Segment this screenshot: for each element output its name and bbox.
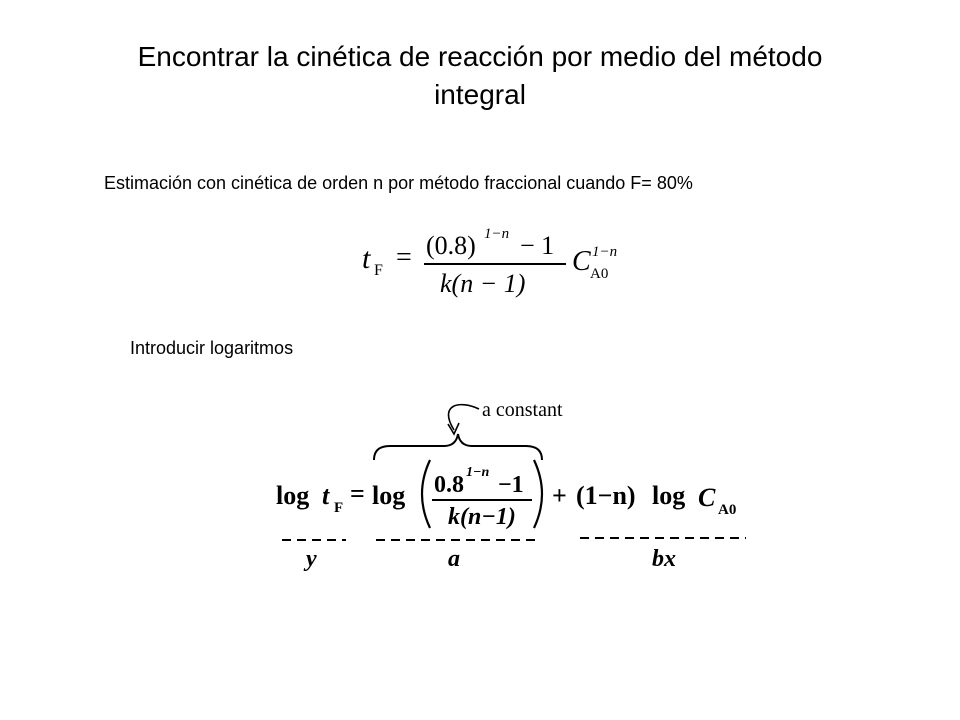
eq2-numerator-exp: 1−n	[466, 465, 490, 480]
step-label: Introducir logaritmos	[130, 338, 294, 358]
eq2-label-bx: bx	[652, 546, 676, 572]
eq2-log-2: log	[372, 481, 406, 510]
eq1-t: t	[362, 242, 371, 275]
eq1-numerator-tail: − 1	[520, 231, 555, 260]
eq2-t: t	[322, 481, 330, 510]
eq2-equals: =	[350, 479, 365, 508]
eq2-t-sub: F	[334, 500, 344, 516]
eq2-plus: +	[552, 481, 567, 510]
eq2-coef: (1−n)	[576, 481, 636, 510]
eq2-annotation-arrow	[448, 405, 479, 430]
fractional-time-equation	[360, 220, 640, 300]
eq2-denominator: k(n−1)	[448, 504, 516, 530]
eq2-log-3: log	[652, 481, 686, 510]
slide-title	[0, 38, 960, 114]
eq1-numerator-exp: 1−n	[484, 226, 510, 242]
eq2-right-paren	[534, 460, 542, 528]
eq1-equals: =	[396, 242, 412, 273]
eq2-C-sub: A0	[718, 502, 737, 518]
eq2-brace	[374, 434, 542, 460]
subtitle: Estimación con cinética de orden n por método fraccional cuando F= 80%	[104, 173, 693, 193]
eq2-annotation: a constant	[482, 399, 563, 421]
eq2-numerator: 0.8	[434, 472, 464, 498]
eq1-C-sub: A0	[590, 266, 609, 282]
eq2-label-y: y	[306, 546, 317, 572]
eq2-log-1: log	[276, 481, 310, 510]
eq1-denominator: k(n − 1)	[440, 269, 526, 298]
eq1-C: C	[572, 246, 591, 277]
eq2-label-a: a	[448, 546, 460, 572]
title-line-1: Encontrar la cinética de reacción por medio del método	[137, 41, 823, 72]
title-line-2: integral	[434, 79, 526, 110]
eq1-t-sub: F	[374, 262, 383, 279]
eq2-left-paren	[422, 460, 430, 528]
eq1-numerator: (0.8)	[426, 231, 476, 260]
eq2-numerator-tail: −1	[498, 472, 524, 498]
log-linear-equation	[270, 390, 760, 580]
eq1-C-sup: 1−n	[592, 244, 618, 260]
eq2-C: C	[698, 483, 716, 512]
